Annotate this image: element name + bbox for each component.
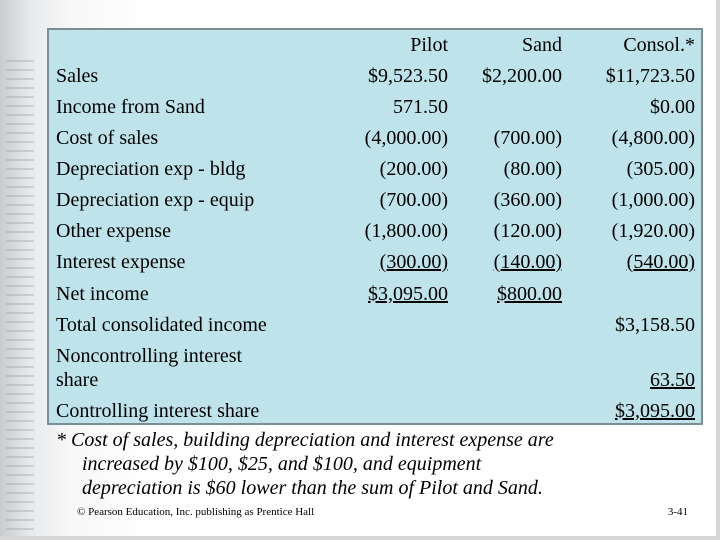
footnote [56,428,696,500]
consol-value: (1,000.00) [611,189,695,211]
row-label: Interest expense [56,251,186,273]
table-row [0,310,720,341]
row-label: Controlling interest share [56,400,260,422]
consol-value: $0.00 [650,96,695,118]
consol-value: 63.50 [650,369,695,391]
pilot-value: (200.00) [379,158,448,180]
table-row [0,92,720,123]
footnote-line: increased by $100, $25, and $100, and equipment [82,453,482,475]
row-label: Cost of sales [56,127,159,149]
footnote-line: * Cost of sales, building depreciation and interest expense are [56,429,554,451]
consol-value: $3,158.50 [615,314,695,336]
column-header-pilot: Pilot [410,34,448,56]
consol-value: $3,095.00 [615,400,695,422]
table-row [0,247,720,278]
consol-value: (1,920.00) [611,220,695,242]
pilot-value: (1,800.00) [364,220,448,242]
pilot-value: (4,000.00) [364,127,448,149]
table-row [0,185,720,216]
table-row [0,365,720,396]
consol-value: $11,723.50 [605,65,695,87]
sand-value: $800.00 [497,283,562,305]
table-row [0,216,720,247]
table-row [0,341,720,367]
row-label: Sales [56,65,99,87]
table-row [0,123,720,154]
pilot-value: $9,523.50 [368,65,448,87]
row-label: Income from Sand [56,96,205,118]
pilot-value: $3,095.00 [368,283,448,305]
table-row [0,279,720,310]
consol-value: (540.00) [626,251,695,273]
pilot-value: (700.00) [379,189,448,211]
sand-value: $2,200.00 [482,65,562,87]
pilot-value: 571.50 [393,96,448,118]
row-label: Depreciation exp - equip [56,189,255,211]
copyright-notice: © Pearson Education, Inc. publishing as Prentice Hall [77,506,315,518]
pilot-value: (300.00) [379,251,448,273]
column-header-sand: Sand [522,34,562,56]
row-label: Total consolidated income [56,314,267,336]
table-row [0,61,720,92]
sand-value: (120.00) [493,220,562,242]
consol-value: (4,800.00) [611,127,695,149]
row-label: share [56,369,99,391]
row-label: Other expense [56,220,171,242]
table-row [0,154,720,185]
table-header-row [0,30,720,61]
sand-value: (140.00) [493,251,562,273]
sand-value: (700.00) [493,127,562,149]
row-label: Net income [56,283,149,305]
sand-value: (80.00) [503,158,562,180]
row-label: Noncontrolling interest [56,345,243,367]
footnote-line: depreciation is $60 lower than the sum of Pilot and Sand. [82,477,543,499]
row-label: Depreciation exp - bldg [56,158,246,180]
sand-value: (360.00) [493,189,562,211]
consol-value: (305.00) [626,158,695,180]
page-number: 3-41 [667,506,688,518]
column-header-consol: Consol.* [623,34,695,56]
table-row [0,396,720,427]
